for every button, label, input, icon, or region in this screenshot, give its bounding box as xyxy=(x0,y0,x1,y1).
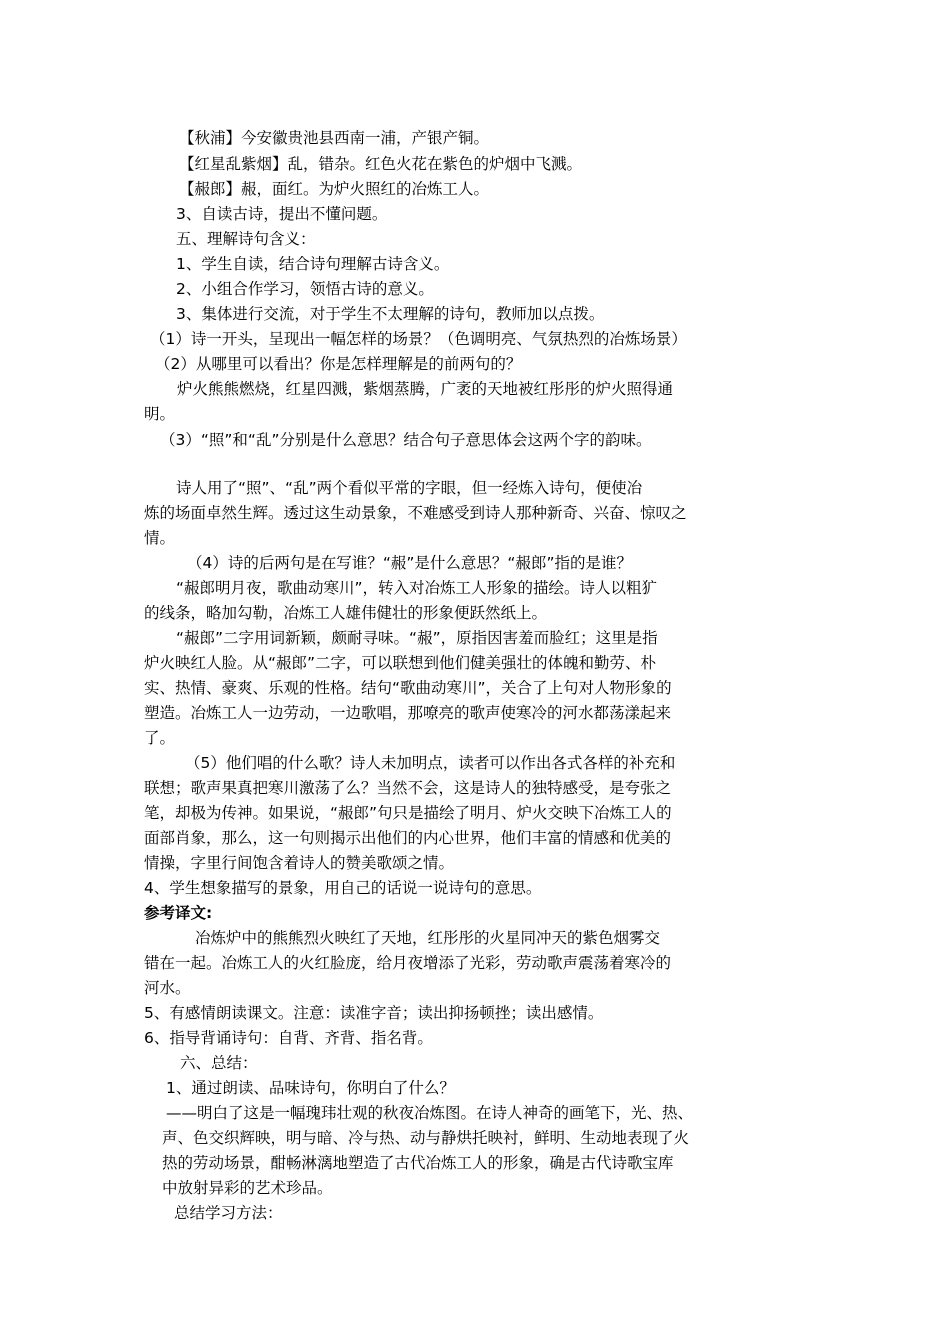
answer-4-p1-line-2: 的线条，略加勾勒，冶炼工人雄伟健壮的形象便跃然纸上。 xyxy=(144,604,548,622)
question-5-line-1: （5）他们唱的什么歌？诗人未加明点，读者可以作出各式各样的补充和 xyxy=(185,754,676,772)
answer-4-p2-line-1: “赧郎”二字用词新颖，颇耐寻味。“赧”，原指因害羞而脸红；这里是指 xyxy=(176,629,658,647)
annotation-qiupu: 【秋浦】今安徽贵池县西南一浦，产银产铜。 xyxy=(179,129,490,147)
section-6-heading: 六、总结： xyxy=(180,1054,258,1072)
answer-2-line-1: 炉火熊熊燃烧，红星四溅，紫烟蒸腾，广袤的天地被红彤彤的炉火照得通 xyxy=(177,380,674,398)
question-4: （4）诗的后两句是在写谁？“赧”是什么意思？“赧郎”指的是谁？ xyxy=(187,554,632,572)
question-3: （3）“照”和“乱”分别是什么意思？结合句子意思体会这两个字的韵味。 xyxy=(160,431,652,449)
summary-answer-line-3: 热的劳动场景，酣畅淋漓地塑造了古代冶炼工人的形象，确是古代诗歌宝库 xyxy=(162,1154,674,1172)
summary-answer-line-2: 声、色交织辉映，明与暗、冷与热、动与静烘托映衬，鲜明、生动地表现了火 xyxy=(162,1129,690,1147)
annotation-nanlang: 【赧郎】赧，面红。为炉火照红的冶炼工人。 xyxy=(179,180,490,198)
answer-4-p2-line-2: 炉火映红人脸。从“赧郎”二字，可以联想到他们健美强壮的体魄和勤劳、朴 xyxy=(144,654,657,672)
section-5-item-2: 2、小组合作学习，领悟古诗的意义。 xyxy=(176,280,434,298)
translation-line-2: 错在一起。冶炼工人的火红脸庞，给月夜增添了光彩，劳动歌声震荡着寒冷的 xyxy=(144,954,672,972)
question-1: （1）诗一开头，呈现出一幅怎样的场景？（色调明亮、气氛热烈的冶炼场景） xyxy=(150,330,687,348)
answer-4-p2-line-5: 了。 xyxy=(144,729,176,747)
section-5-item-3: 3、集体进行交流，对于学生不太理解的诗句，教师加以点拨。 xyxy=(176,305,605,323)
question-5-line-3: 笔，却极为传神。如果说，“赧郎”句只是描绘了明月、炉火交映下冶炼工人的 xyxy=(144,804,672,822)
answer-3-line-2: 炼的场面卓然生辉。透过这生动景象，不难感受到诗人那种新奇、兴奋、惊叹之 xyxy=(144,504,687,522)
question-5-line-2: 联想；歌声果真把寒川激荡了么？当然不会，这是诗人的独特感受，是夸张之 xyxy=(144,779,672,797)
section-5-item-1: 1、学生自读，结合诗句理解古诗含义。 xyxy=(176,255,450,273)
answer-4-p2-line-4: 塑造。冶炼工人一边劳动，一边歌唱，那嘹亮的歌声使寒冷的河水都荡漾起来 xyxy=(144,704,672,722)
annotation-hongxing: 【红星乱紫烟】乱，错杂。红色火花在紫色的炉烟中飞溅。 xyxy=(179,155,583,173)
question-5-line-5: 情操，字里行间饱含着诗人的赞美歌颂之情。 xyxy=(144,854,455,872)
learning-method-heading: 总结学习方法： xyxy=(174,1204,283,1222)
summary-question-1: 1、通过朗读、品味诗句，你明白了什么？ xyxy=(166,1079,455,1097)
step-3-read: 3、自读古诗，提出不懂问题。 xyxy=(176,205,388,223)
question-2: （2）从哪里可以看出？你是怎样理解是的前两句的？ xyxy=(155,355,522,373)
answer-4-p1-line-1: “赧郎明月夜，歌曲动寒川”，转入对冶炼工人形象的描绘。诗人以粗犷 xyxy=(176,579,658,597)
summary-answer-line-4: 中放射异彩的艺术珍品。 xyxy=(162,1179,333,1197)
answer-3-line-3: 情。 xyxy=(144,529,176,547)
summary-answer-line-1: ——明白了这是一幅瑰玮壮观的秋夜冶炼图。在诗人神奇的画笔下，光、热、 xyxy=(166,1104,694,1122)
question-5-line-4: 面部肖象，那么，这一句则揭示出他们的内心世界，他们丰富的情感和优美的 xyxy=(144,829,672,847)
reference-translation-heading: 参考译文: xyxy=(144,904,213,922)
answer-4-p2-line-3: 实、热情、豪爽、乐观的性格。结句“歌曲动寒川”，关合了上句对人物形象的 xyxy=(144,679,672,697)
answer-2-line-2: 明。 xyxy=(144,405,176,423)
answer-3-line-1: 诗人用了“照”、“乱”两个看似平常的字眼，但一经炼入诗句，便使冶 xyxy=(176,479,643,497)
translation-line-1: 冶炼炉中的熊熊烈火映红了天地，红彤彤的火星同冲天的紫色烟雾交 xyxy=(195,929,661,947)
step-4-imagine: 4、学生想象描写的景象，用自己的话说一说诗句的意思。 xyxy=(144,879,542,897)
section-5-heading: 五、理解诗句含义： xyxy=(176,230,316,248)
step-6-recite: 6、指导背诵诗句：自背、齐背、指名背。 xyxy=(144,1029,433,1047)
step-5-read-aloud: 5、有感情朗读课文。注意：读准字音；读出抑扬顿挫；读出感情。 xyxy=(144,1004,604,1022)
translation-line-3: 河水。 xyxy=(144,979,191,997)
